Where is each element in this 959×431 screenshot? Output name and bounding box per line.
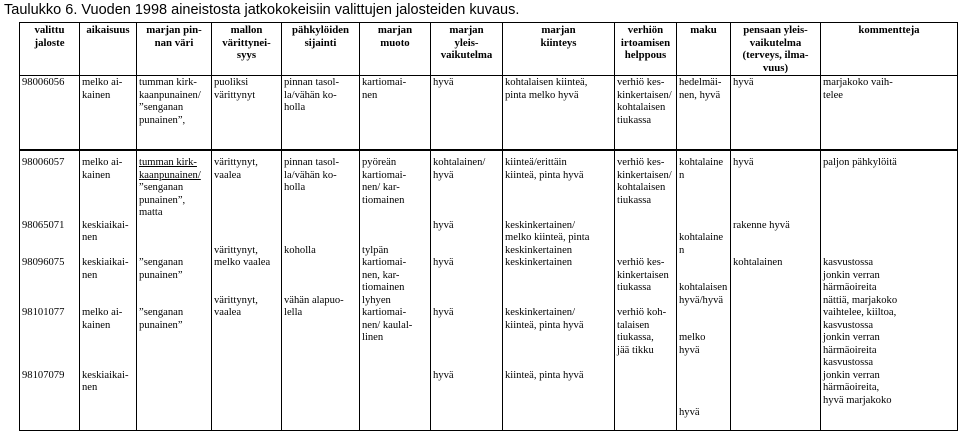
table-cell: kartiomai- nen bbox=[360, 76, 431, 151]
column-header: valittu jaloste bbox=[20, 23, 80, 76]
column-header: marjan yleis- vaikutelma bbox=[431, 23, 503, 76]
table-cell: kiinteä/erittäin kiinteä, pinta hyvä keskinkertainen/ melko kiinteä, pinta keskinkertainen keskinkertainen keskinkertainen/ kiinteä, pinta hyvä kiinteä, pinta hyvä bbox=[503, 150, 615, 430]
table-cell: pyöreän kartiomai- nen/ kar- tiomainen tylpän kartiomai- nen, kar- tiomainen lyhyen kartiomai- nen/ kaulal- linen bbox=[360, 150, 431, 430]
column-header: mallon värittynei- syys bbox=[212, 23, 282, 76]
table-cell: pinnan tasol- la/vähän ko- holla koholla vähän alapuo- lella bbox=[282, 150, 360, 430]
selection-table bbox=[19, 22, 958, 431]
table-cell: marjakoko vaih- telee bbox=[821, 76, 958, 151]
column-header: verhiön irtoamisen helppous bbox=[615, 23, 677, 76]
column-header: pähkylöiden sijainti bbox=[282, 23, 360, 76]
table-cell: 98006056 bbox=[20, 76, 80, 151]
table-cell: kohtalainen kohtalainen kohtalaisen hyvä/hyvä melko hyvä hyvä bbox=[677, 150, 731, 430]
column-header: aikaisuus bbox=[80, 23, 137, 76]
table-cell: hyvä rakenne hyvä kohtalainen bbox=[731, 150, 821, 430]
table-cell bbox=[137, 150, 212, 430]
table-cell: värittynyt, vaalea värittynyt, melko vaalea värittynyt, vaalea bbox=[212, 150, 282, 430]
table-cell: pinnan tasol- la/vähän ko- holla bbox=[282, 76, 360, 151]
page-number bbox=[0, 200, 1, 216]
table-cell: hyvä bbox=[731, 76, 821, 151]
column-header: marjan pin- nan väri bbox=[137, 23, 212, 76]
table-cell: 98006057 98065071 98096075 98101077 98107079 bbox=[20, 150, 80, 430]
cell-text: ”senganan punainen”, matta ”senganan punainen” ”senganan punainen” bbox=[139, 182, 186, 331]
table-cell: kohtalainen/ hyvä hyvä hyvä hyvä hyvä bbox=[431, 150, 503, 430]
table-cell: melko ai- kainen keskiaikai- nen keskiaikai- nen melko ai- kainen keskiaikai- nen bbox=[80, 150, 137, 430]
table-cell: melko ai- kainen bbox=[80, 76, 137, 151]
table-cell: hyvä bbox=[431, 76, 503, 151]
table-cell: verhiö kes- kinkertaisen/ kohtalaisen tiukassa bbox=[615, 76, 677, 151]
table-row-group bbox=[20, 150, 958, 430]
table-cell: hedelmäi- nen, hyvä bbox=[677, 76, 731, 151]
table-caption: Taulukko 6. Vuoden 1998 aineistosta jatkokokeisiin valittujen jalosteiden kuvaus. bbox=[4, 2, 520, 18]
column-header: marjan kiinteys bbox=[503, 23, 615, 76]
table-cell: paljon pähkylöitä kasvustossa jonkin verran härmäoireita nättiä, marjakoko vaihtelee, kiiltoa, kasvustossa jonkin verran härmäoireita kasvustossa jonkin verran härmäoireita, hyvä marjakoko bbox=[821, 150, 958, 430]
column-header: pensaan yleis- vaikutelma (terveys, ilma- vuus) bbox=[731, 23, 821, 76]
table-cell: kohtalaisen kiinteä, pinta melko hyvä bbox=[503, 76, 615, 151]
table-cell: tumman kirk- kaanpunainen/ ”senganan punainen”, bbox=[137, 76, 212, 151]
column-header: kommentteja bbox=[821, 23, 958, 76]
table-cell: puoliksi värittynyt bbox=[212, 76, 282, 151]
header-row bbox=[20, 23, 958, 76]
table-row bbox=[20, 76, 958, 151]
underlined-text: tumman kirk- kaanpunainen/ bbox=[139, 157, 201, 181]
column-header: maku bbox=[677, 23, 731, 76]
table-cell: verhiö kes- kinkertaisen/ kohtalaisen tiukassa verhiö kes- kinkertaisen tiukassa verhiö koh- talaisen tiukassa, jää tikku bbox=[615, 150, 677, 430]
column-header: marjan muoto bbox=[360, 23, 431, 76]
